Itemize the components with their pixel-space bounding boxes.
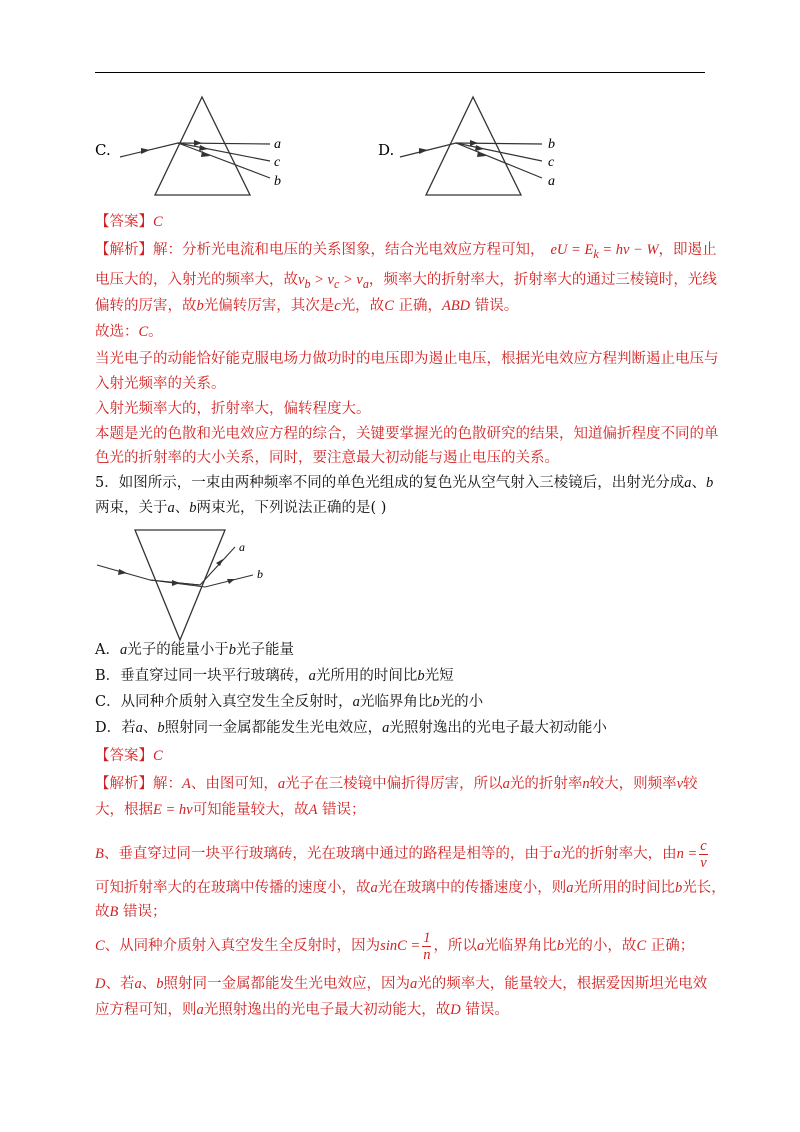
- text: 应方程可知，则: [95, 1002, 197, 1018]
- text: 。: [148, 324, 163, 340]
- nu-symbol: ν: [298, 272, 305, 288]
- text: 、垂直穿过同一块平行玻璃砖，光在玻璃中通过的路程是相等的，由于: [103, 846, 554, 862]
- var: B: [109, 904, 119, 920]
- text: 、: [691, 475, 706, 491]
- var: a: [476, 938, 485, 954]
- q5-option-b: [95, 666, 454, 686]
- sub: a: [362, 276, 369, 291]
- var: c: [334, 298, 341, 314]
- answer-value: C: [153, 214, 163, 230]
- eq-part: = hν − W: [598, 242, 659, 258]
- text: 光的小，故: [563, 938, 637, 954]
- text: 解：分析光电流和电压的关系图象，结合光电效应方程可知，: [153, 242, 545, 258]
- text: 错误；: [317, 802, 366, 818]
- text: 光子的能量小于: [127, 642, 229, 658]
- text: 光照射逸出的光电子最大初动能小: [389, 720, 607, 736]
- q5-stem-line-1: [95, 473, 713, 493]
- q5-analysis-a-1: [95, 774, 698, 794]
- var: ν: [676, 776, 684, 792]
- q4-note-3: 入射光频率大的，折射率大，偏转程度大。: [95, 401, 371, 417]
- text: C．从同种介质射入真空发生全反射时，: [95, 694, 353, 710]
- q4-analysis-line-1: [95, 240, 717, 264]
- q4-answer: [95, 212, 163, 232]
- text: 光子能量: [235, 642, 294, 658]
- q5-option-c: [95, 692, 483, 712]
- text: 光长，: [682, 880, 726, 896]
- eq-part: eU = E: [550, 242, 594, 258]
- denominator: n: [423, 946, 431, 963]
- var: a: [308, 668, 316, 684]
- option-c-letter: C.: [95, 141, 111, 159]
- q5-analysis-c: [95, 928, 694, 964]
- answer-value: C: [153, 748, 163, 764]
- equation: E = hν: [153, 802, 193, 818]
- text: 、由图可知，: [190, 776, 278, 792]
- eq-sub: k: [593, 246, 599, 261]
- text: 光在玻璃中的传播速度小，则: [377, 880, 567, 896]
- text: 、: [142, 720, 158, 736]
- var: a: [352, 694, 360, 710]
- text: 照射同一金属都能发生光电效应，: [164, 720, 383, 736]
- var: ABD: [441, 298, 471, 314]
- equation: n =: [676, 846, 698, 862]
- var: a: [553, 846, 561, 862]
- answer-label: 【答案】: [95, 748, 153, 764]
- text: 、: [141, 976, 157, 992]
- analysis-label: 【解析】: [95, 242, 153, 258]
- q5-option-d: [95, 718, 607, 738]
- text: 较: [683, 776, 698, 792]
- prism-figure-c: [110, 95, 310, 200]
- var: a: [370, 880, 378, 896]
- q5-ray-label-b: b: [257, 567, 263, 581]
- text: 、若: [105, 976, 135, 992]
- text: 正确，: [393, 298, 442, 314]
- q5-analysis-d-2: [95, 1000, 509, 1020]
- var: D: [95, 976, 106, 992]
- text: 光临界角比: [359, 694, 433, 710]
- analysis-label: 【解析】: [95, 776, 153, 792]
- text: 两束光，下列说法正确的是( ): [196, 500, 387, 516]
- q5-ray-label-a: a: [239, 540, 245, 554]
- var: a: [196, 1002, 204, 1018]
- text: 电压大的，入射光的频率大，故: [95, 272, 298, 288]
- text: 照射同一金属都能发生光电效应，因为: [163, 976, 410, 992]
- text: B．垂直穿过同一块平行玻璃砖，: [95, 668, 309, 684]
- var: b: [675, 880, 683, 896]
- var: b: [432, 694, 440, 710]
- var: D: [450, 1002, 461, 1018]
- text: 光的小: [439, 694, 484, 710]
- text: 光偏转厉害，其次是: [203, 298, 335, 314]
- q5-analysis-b-2: [95, 878, 726, 898]
- text: 光临界角比: [484, 938, 557, 954]
- text: 解：: [153, 776, 182, 792]
- ray-label-c-3: b: [274, 174, 281, 189]
- q4-note-5: 色光的折射率的大小关系，同时，要注意最大初动能与遏止电压的关系。: [95, 450, 559, 466]
- text: 故: [95, 904, 110, 920]
- text: A．: [95, 642, 120, 658]
- var: a: [566, 880, 574, 896]
- q4-note-1: 当光电子的动能恰好能克服电场力做功时的电压即为遏止电压，根据光电效应方程判断遏止电压与: [95, 351, 719, 367]
- text: 错误。: [460, 1002, 509, 1018]
- var: a: [134, 976, 142, 992]
- q5-stem-line-2: [95, 498, 386, 518]
- q5-option-a: [95, 640, 294, 660]
- q4-note-4: 本题是光的色散和光电效应方程的综合，关键要掌握光的色散研究的结果，知道偏折程度不同的单: [95, 426, 719, 442]
- var: C: [384, 298, 394, 314]
- var: b: [156, 976, 164, 992]
- text: ，频率大的折射率大，折射率大的通过三棱镜时，光线: [368, 272, 717, 288]
- text: 光的频率大，能量较大，根据爱因斯坦光电效: [417, 976, 708, 992]
- text: 可知折射率大的在玻璃中传播的速度小，故: [95, 880, 371, 896]
- var: b: [228, 642, 236, 658]
- q4-note-2: 入射光频率的关系。: [95, 376, 226, 392]
- ray-label-d-2: c: [548, 155, 555, 170]
- ray-label-d-3: a: [548, 174, 555, 189]
- text: D．若: [95, 720, 136, 736]
- q5-analysis-b-3: [95, 902, 166, 922]
- var: b: [556, 938, 564, 954]
- q5-prism-figure: [95, 525, 285, 645]
- var: A: [182, 776, 191, 792]
- ray-label-d-1: b: [548, 137, 555, 152]
- text: 光短: [424, 668, 454, 684]
- text: ，所以: [433, 938, 477, 954]
- nu-symbol: ν: [356, 272, 363, 288]
- text: 可知能量较大，故: [192, 802, 309, 818]
- sub: b: [304, 276, 311, 291]
- var: C: [138, 324, 149, 340]
- text: 5．如图所示，一束由两种频率不同的单色光组成的复色光从空气射入三棱镜后，出射光分成: [95, 475, 685, 491]
- var: C: [95, 938, 105, 954]
- var: a: [382, 720, 390, 736]
- text: 错误。: [470, 298, 519, 314]
- text: 正确；: [646, 938, 695, 954]
- text: ，即遏止: [658, 242, 717, 258]
- text: 光所用的时间比: [573, 880, 675, 896]
- text: 、: [174, 500, 190, 516]
- text: 光的折射率大，由: [560, 846, 677, 862]
- var: a: [502, 776, 510, 792]
- q4-analysis-line-2: [95, 270, 717, 294]
- fraction-1-over-n: [422, 930, 431, 963]
- denominator: v: [700, 854, 707, 871]
- numerator: c: [700, 837, 707, 854]
- var: a: [119, 642, 128, 658]
- text: 光照射逸出的光电子最大初动能大，故: [203, 1002, 451, 1018]
- var: b: [157, 720, 165, 736]
- var: b: [705, 475, 714, 491]
- answer-label: 【答案】: [95, 214, 153, 230]
- text: 光子在三棱镜中偏折得厉害，所以: [285, 776, 503, 792]
- var: b: [417, 668, 425, 684]
- header-rule: [95, 72, 705, 73]
- var: a: [167, 500, 175, 516]
- var: a: [684, 475, 692, 491]
- ray-label-c-1: a: [274, 137, 281, 152]
- var: a: [277, 776, 286, 792]
- var: b: [196, 298, 204, 314]
- equation: [550, 242, 659, 261]
- var: A: [308, 802, 318, 818]
- gt: >: [339, 272, 357, 288]
- text: 两束，关于: [95, 500, 168, 516]
- q5-answer: [95, 746, 163, 766]
- gt: >: [310, 272, 328, 288]
- var: b: [189, 500, 197, 516]
- sub: c: [333, 276, 340, 291]
- text: 故选：: [95, 324, 139, 340]
- prism-figure-d: [392, 95, 592, 200]
- q4-choose: [95, 322, 163, 342]
- text: 偏转的厉害，故: [95, 298, 197, 314]
- q5-analysis-a-2: [95, 800, 366, 820]
- var: a: [409, 976, 418, 992]
- text: 光所用的时间比: [315, 668, 418, 684]
- var: C: [636, 938, 647, 954]
- text: 光的折射率: [509, 776, 583, 792]
- var: a: [135, 720, 143, 736]
- ray-label-c-2: c: [274, 155, 281, 170]
- text: 、从同种介质射入真空发生全反射时，因为: [104, 938, 381, 954]
- text: 光，故: [340, 298, 385, 314]
- q4-analysis-line-3: [95, 296, 518, 316]
- var: B: [95, 846, 104, 862]
- text: 错误；: [118, 904, 167, 920]
- q5-analysis-b-1: [95, 836, 710, 872]
- text: 较大，则频率: [589, 776, 677, 792]
- q5-analysis-d-1: [95, 974, 707, 994]
- var: n: [582, 776, 590, 792]
- option-d-letter: D.: [378, 141, 395, 159]
- numerator: 1: [423, 929, 431, 946]
- fraction-c-over-v: [699, 838, 707, 871]
- equation: sinC =: [380, 938, 421, 954]
- text: 大，根据: [95, 802, 153, 818]
- nu-symbol: ν: [327, 272, 334, 288]
